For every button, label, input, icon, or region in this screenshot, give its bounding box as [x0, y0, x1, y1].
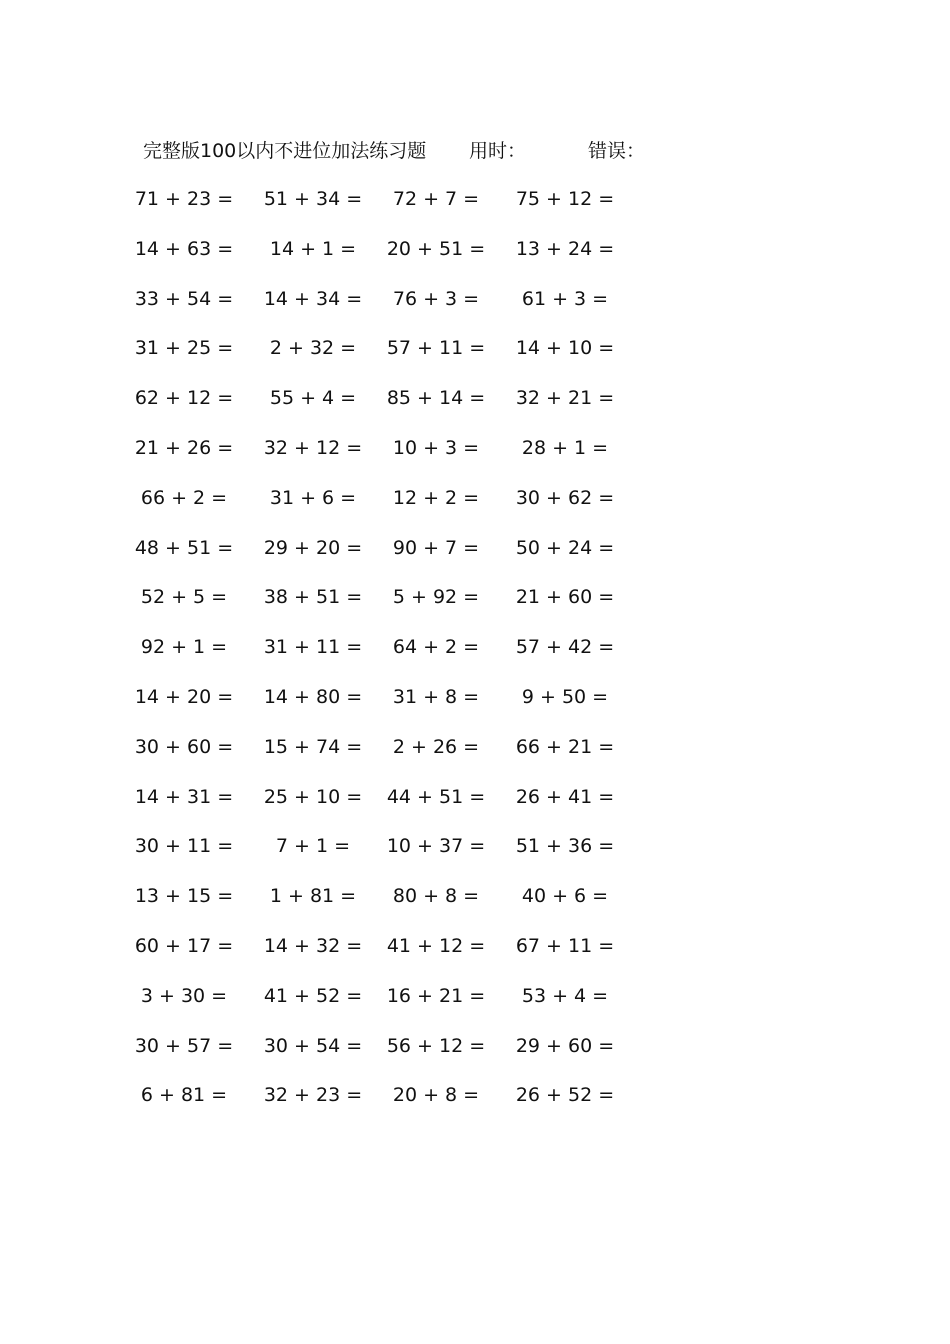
addition-problem: 14 + 20 =	[134, 685, 234, 708]
addition-problem: 57 + 11 =	[386, 337, 486, 360]
problem-row	[0, 881, 950, 931]
addition-problem: 66 + 2 =	[140, 486, 228, 509]
addition-problem: 2 + 26 =	[392, 735, 480, 758]
addition-problem: 14 + 63 =	[134, 237, 234, 260]
addition-problem: 31 + 25 =	[134, 337, 234, 360]
addition-problem: 1 + 81 =	[269, 885, 357, 908]
addition-problem: 67 + 11 =	[515, 934, 615, 957]
addition-problem: 10 + 3 =	[392, 436, 480, 459]
addition-problem: 66 + 21 =	[515, 735, 615, 758]
addition-problem: 14 + 32 =	[263, 934, 363, 957]
addition-problem: 12 + 2 =	[392, 486, 480, 509]
addition-problem: 57 + 42 =	[515, 636, 615, 659]
addition-problem: 10 + 37 =	[386, 835, 486, 858]
addition-problem: 50 + 24 =	[515, 536, 615, 559]
addition-problem: 32 + 23 =	[263, 1084, 363, 1107]
addition-problem: 48 + 51 =	[134, 536, 234, 559]
problem-row	[0, 483, 950, 533]
addition-problem: 33 + 54 =	[134, 287, 234, 310]
addition-problem: 20 + 51 =	[386, 237, 486, 260]
worksheet-title: 完整版100以内不进位加法练习题	[143, 140, 427, 162]
addition-problem: 16 + 21 =	[386, 984, 486, 1007]
addition-problem: 30 + 54 =	[263, 1034, 363, 1057]
addition-problem: 29 + 60 =	[515, 1034, 615, 1057]
addition-problem: 26 + 41 =	[515, 785, 615, 808]
problem-row	[0, 184, 950, 234]
addition-problem: 60 + 17 =	[134, 934, 234, 957]
addition-problem: 6 + 81 =	[140, 1084, 228, 1107]
addition-problem: 76 + 3 =	[392, 287, 480, 310]
problem-row	[0, 1031, 950, 1081]
addition-problem: 51 + 34 =	[263, 188, 363, 210]
addition-problem: 52 + 5 =	[140, 586, 228, 609]
addition-problem: 30 + 11 =	[134, 835, 234, 858]
addition-problem: 53 + 4 =	[521, 984, 609, 1007]
addition-problem: 44 + 51 =	[386, 785, 486, 808]
problem-row	[0, 981, 950, 1031]
addition-problem: 31 + 8 =	[392, 685, 480, 708]
problem-row	[0, 931, 950, 981]
addition-problem: 55 + 4 =	[269, 387, 357, 410]
addition-problem: 29 + 20 =	[263, 536, 363, 559]
addition-problem: 31 + 6 =	[269, 486, 357, 509]
addition-problem: 5 + 92 =	[392, 586, 480, 609]
addition-problem: 13 + 15 =	[134, 885, 234, 908]
problem-row	[0, 234, 950, 284]
addition-problem: 80 + 8 =	[392, 885, 480, 908]
addition-problem: 41 + 52 =	[263, 984, 363, 1007]
problem-grid	[0, 184, 950, 1130]
addition-problem: 56 + 12 =	[386, 1034, 486, 1057]
addition-problem: 2 + 32 =	[269, 337, 357, 360]
problem-row	[0, 682, 950, 732]
problem-row	[0, 632, 950, 682]
addition-problem: 85 + 14 =	[386, 387, 486, 410]
addition-problem: 26 + 52 =	[515, 1084, 615, 1107]
problem-row	[0, 433, 950, 483]
problem-row	[0, 383, 950, 433]
addition-problem: 3 + 30 =	[140, 984, 228, 1007]
time-label: 用时：	[469, 140, 527, 162]
addition-problem: 92 + 1 =	[140, 636, 228, 659]
addition-problem: 41 + 12 =	[386, 934, 486, 957]
addition-problem: 15 + 74 =	[263, 735, 363, 758]
addition-problem: 75 + 12 =	[515, 188, 615, 210]
addition-problem: 71 + 23 =	[134, 188, 234, 210]
addition-problem: 9 + 50 =	[521, 685, 609, 708]
addition-problem: 62 + 12 =	[134, 387, 234, 410]
addition-problem: 13 + 24 =	[515, 237, 615, 260]
addition-problem: 30 + 57 =	[134, 1034, 234, 1057]
problem-row	[0, 1080, 950, 1130]
problem-row	[0, 284, 950, 334]
addition-problem: 21 + 26 =	[134, 436, 234, 459]
addition-problem: 25 + 10 =	[263, 785, 363, 808]
addition-problem: 40 + 6 =	[521, 885, 609, 908]
addition-problem: 64 + 2 =	[392, 636, 480, 659]
addition-problem: 28 + 1 =	[521, 436, 609, 459]
worksheet-header	[143, 136, 703, 166]
addition-problem: 21 + 60 =	[515, 586, 615, 609]
addition-problem: 7 + 1 =	[275, 835, 351, 858]
addition-problem: 30 + 62 =	[515, 486, 615, 509]
addition-problem: 14 + 10 =	[515, 337, 615, 360]
addition-problem: 31 + 11 =	[263, 636, 363, 659]
problem-row	[0, 732, 950, 782]
addition-problem: 51 + 36 =	[515, 835, 615, 858]
addition-problem: 38 + 51 =	[263, 586, 363, 609]
problem-row	[0, 582, 950, 632]
error-label: 错误：	[588, 140, 646, 162]
problem-row	[0, 533, 950, 583]
addition-problem: 32 + 12 =	[263, 436, 363, 459]
addition-problem: 14 + 34 =	[263, 287, 363, 310]
addition-problem: 30 + 60 =	[134, 735, 234, 758]
problem-row	[0, 782, 950, 832]
addition-problem: 14 + 80 =	[263, 685, 363, 708]
addition-problem: 61 + 3 =	[521, 287, 609, 310]
addition-problem: 20 + 8 =	[392, 1084, 480, 1107]
addition-problem: 14 + 1 =	[269, 237, 357, 260]
problem-row	[0, 831, 950, 881]
problem-row	[0, 333, 950, 383]
addition-problem: 14 + 31 =	[134, 785, 234, 808]
addition-problem: 90 + 7 =	[392, 536, 480, 559]
addition-problem: 72 + 7 =	[392, 188, 480, 210]
addition-problem: 32 + 21 =	[515, 387, 615, 410]
